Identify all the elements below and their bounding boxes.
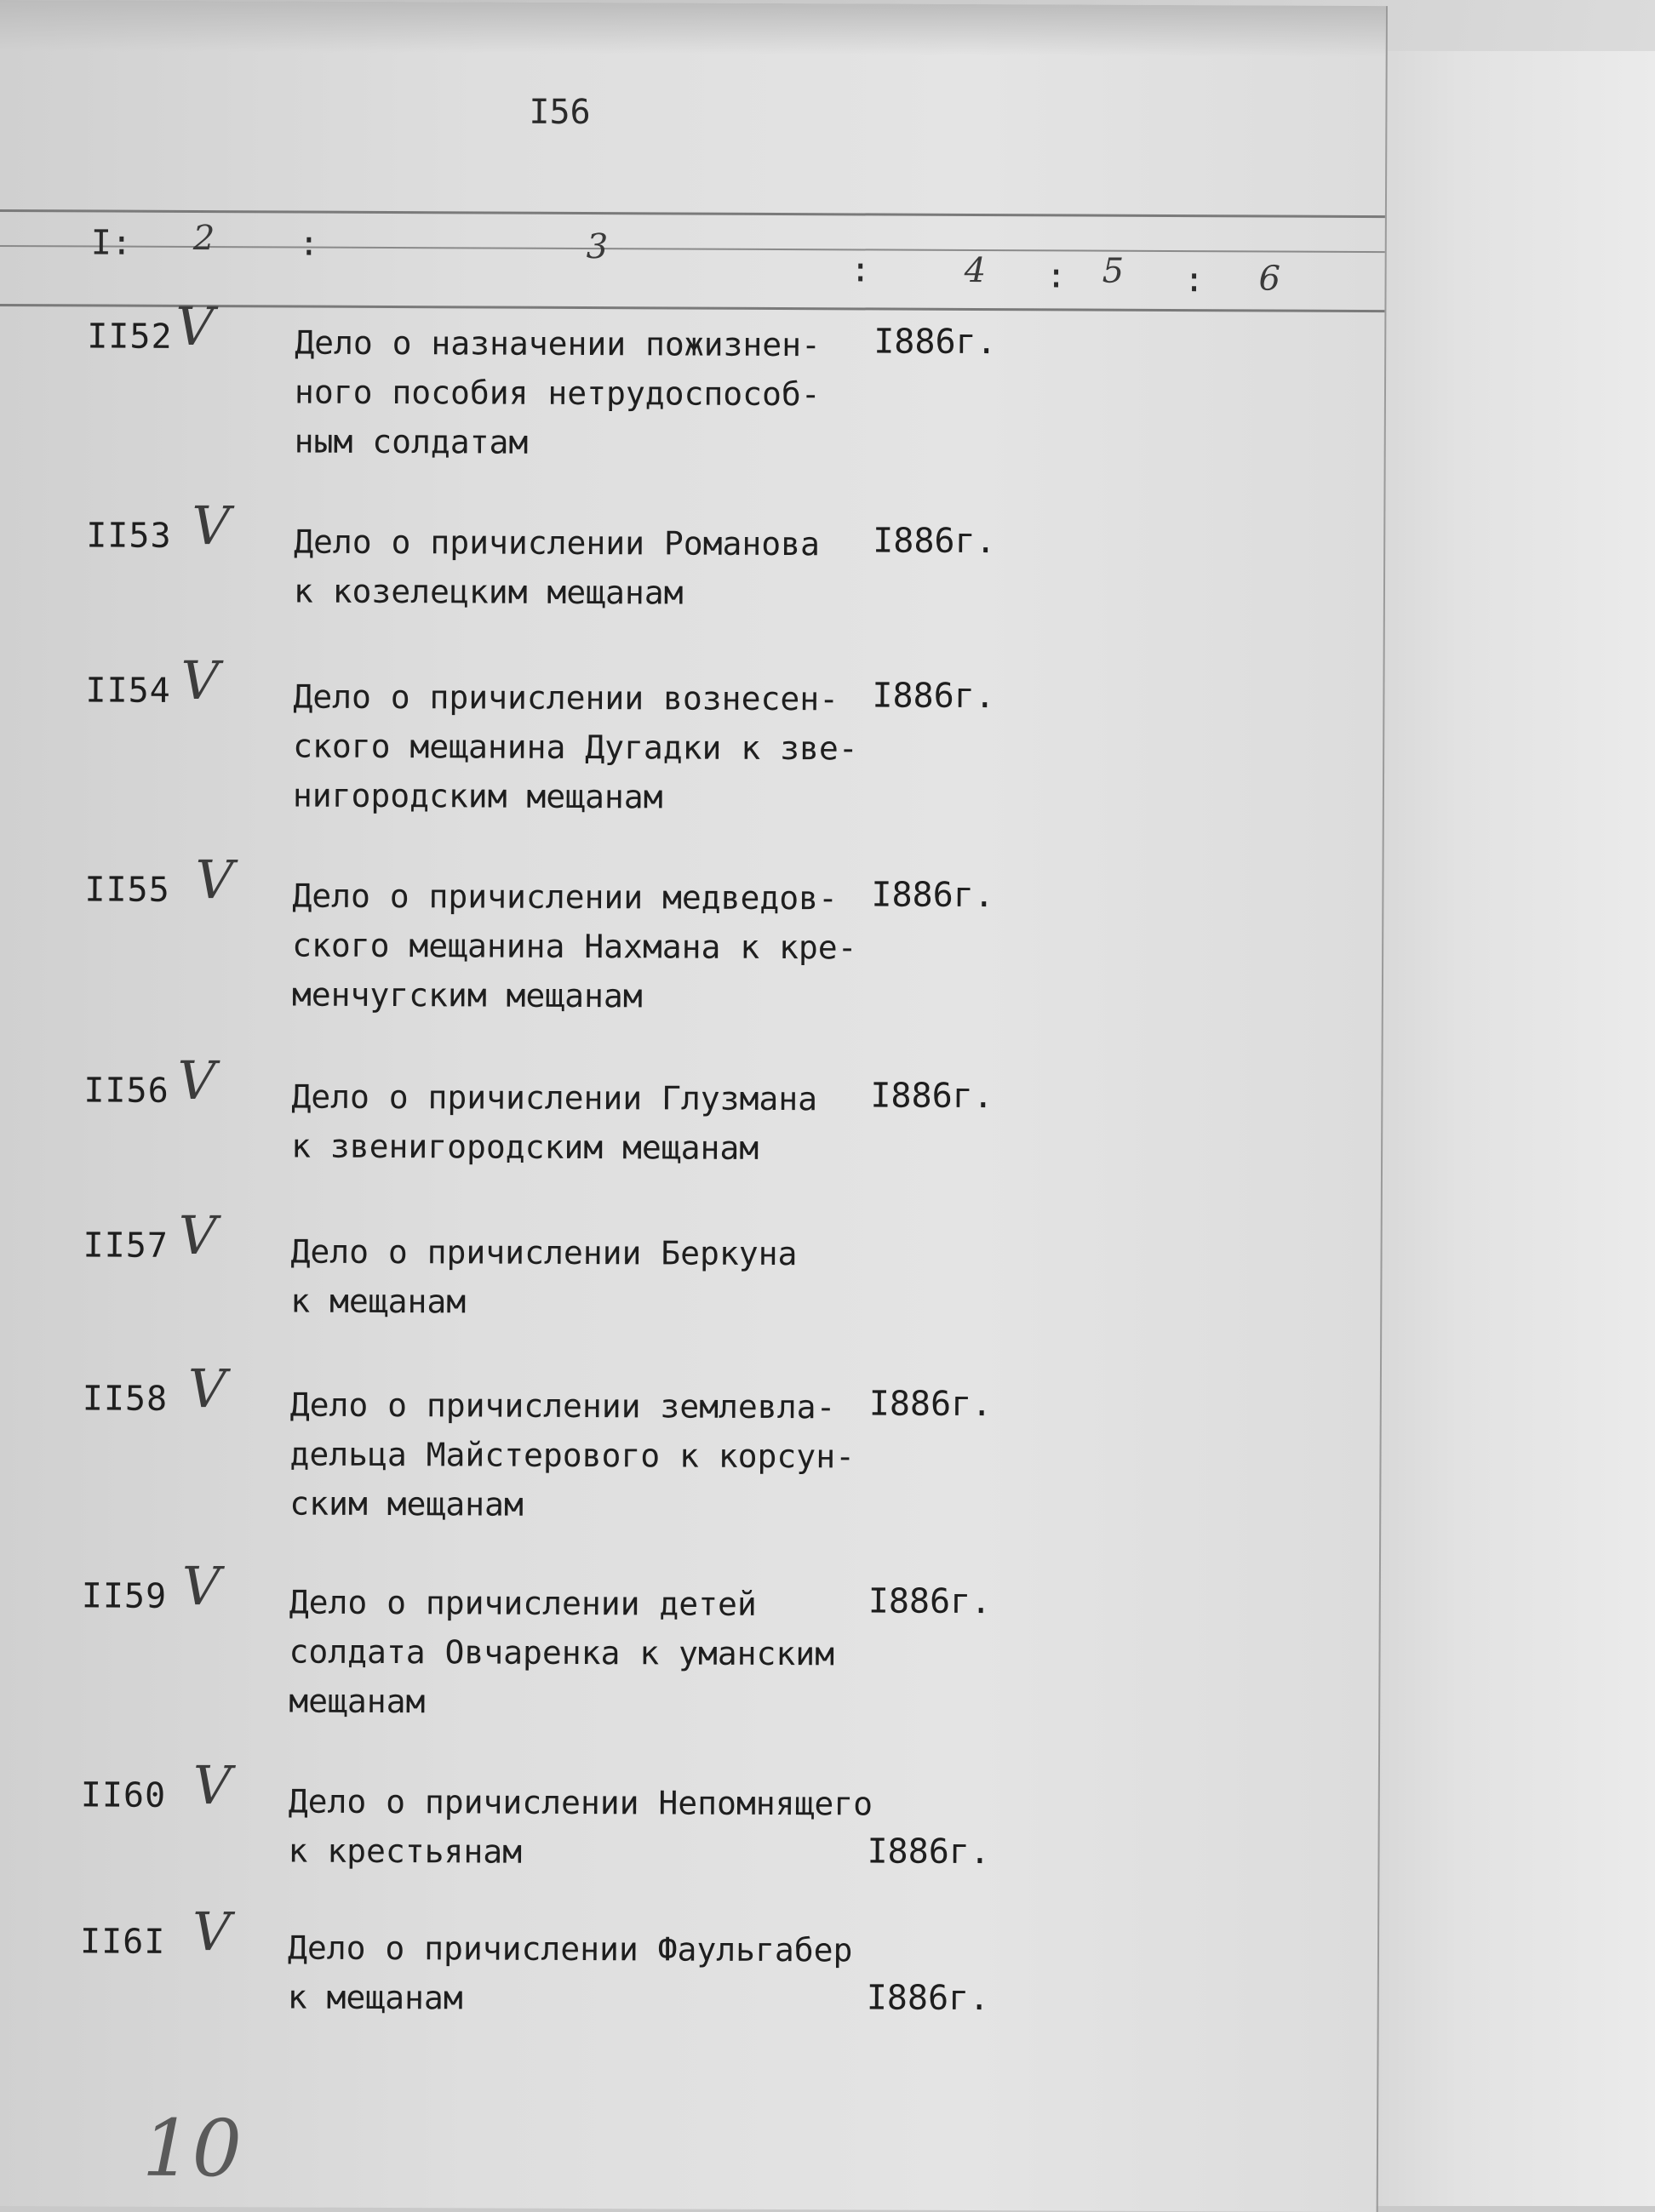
entry-description: [288, 1923, 918, 2024]
desc-line: к звенигородским мещанам: [291, 1127, 759, 1167]
column-header-3: 3: [586, 227, 609, 267]
desc-line: дельца Майстерового к корсун-: [289, 1435, 856, 1476]
entry-description: [289, 1380, 920, 1531]
desc-line: ского мещанина Нахмана к кре-: [292, 926, 857, 967]
desc-line: к крестьянам: [288, 1832, 523, 1871]
entry-description: [295, 318, 925, 469]
entry-number: II60: [80, 1775, 167, 1815]
checkmark-icon: V: [195, 849, 234, 912]
desc-line: Дело о причислении Беркуна: [290, 1232, 798, 1273]
entry-year: I886г.: [872, 676, 996, 717]
entry-description: [291, 1072, 921, 1174]
entry-year: I886г.: [871, 875, 995, 916]
page-number: I56: [529, 92, 591, 133]
desc-line: ского мещанина Дугадки к зве-: [293, 727, 858, 768]
column-separator: :: [1183, 260, 1205, 300]
desc-line: Дело о причислении детей: [289, 1583, 757, 1623]
entry-number: II58: [82, 1379, 169, 1419]
entry-number: II52: [87, 317, 173, 357]
entry-number: II54: [85, 671, 171, 711]
entry-year: I886г.: [867, 1832, 991, 1872]
list-item: [0, 849, 1383, 1046]
entry-description: [290, 1227, 920, 1329]
checkmark-icon: V: [192, 494, 231, 557]
desc-line: Дело о назначении пожизнен-: [295, 323, 822, 364]
desc-line: ного пособия нетрудоспособ-: [294, 373, 821, 414]
desc-line: Дело о причислении землевла-: [289, 1386, 836, 1426]
entry-number: II53: [86, 516, 172, 556]
desc-line: ным солдатам: [294, 422, 529, 461]
entry-number: II59: [81, 1576, 168, 1616]
checkmark-icon: V: [192, 1900, 232, 1963]
list-item: [0, 1357, 1380, 1555]
desc-line: нигородским мещанам: [292, 776, 663, 816]
list-item: [0, 1900, 1377, 2098]
column-separator: :: [1045, 256, 1067, 296]
desc-line: солдата Овчаренка к уманским: [289, 1632, 835, 1673]
entry-number: II6I: [79, 1922, 166, 1962]
desc-line: к мещанам: [287, 1978, 463, 2017]
checkmark-icon: V: [175, 294, 215, 358]
column-header-1: I:: [90, 223, 133, 263]
list-item: [0, 1554, 1379, 1752]
checkmark-icon: V: [181, 1554, 220, 1618]
desc-line: Дело о причислении вознесен-: [293, 677, 839, 718]
entry-year: I886г.: [873, 521, 996, 562]
entry-number: II55: [84, 870, 170, 910]
column-header-2: 2: [192, 218, 215, 259]
checkmark-icon: V: [187, 1357, 226, 1420]
entry-number: II57: [83, 1226, 169, 1266]
desc-line: к мещанам: [290, 1282, 467, 1321]
entry-year: I886г.: [868, 1581, 992, 1622]
column-header-5: 5: [1102, 251, 1125, 291]
entry-description: [288, 1776, 918, 1878]
list-item: [0, 294, 1384, 493]
checkmark-icon: V: [178, 1203, 217, 1267]
entry-description: [294, 517, 924, 619]
entry-year: I886г.: [866, 1978, 990, 2019]
desc-line: Дело о причислении медведов-: [292, 877, 839, 917]
desc-line: Дело о причислении Романова: [294, 523, 821, 563]
list-item: [0, 649, 1383, 847]
desc-line: ским мещанам: [289, 1484, 524, 1523]
entry-description: [292, 872, 923, 1022]
entry-year: I886г.: [870, 1076, 994, 1117]
checkmark-icon: V: [180, 649, 220, 712]
column-header-6: 6: [1258, 259, 1281, 299]
entry-year: I886г.: [868, 1384, 993, 1425]
column-separator: :: [298, 224, 319, 264]
entry-year: I886г.: [873, 322, 997, 363]
desc-line: Дело о причислении Глузмана: [291, 1077, 818, 1118]
column-separator: :: [850, 250, 871, 290]
handwritten-page-count: 10: [141, 2102, 243, 2195]
column-header-4: 4: [964, 250, 987, 291]
checkmark-icon: V: [192, 1754, 232, 1817]
desc-line: к козелецким мещанам: [293, 572, 684, 612]
entry-number: II56: [83, 1071, 169, 1111]
desc-line: Дело о причислении Непомнящего: [288, 1782, 873, 1823]
desc-line: Дело о причислении Фаульгабер: [287, 1929, 853, 1969]
checkmark-icon: V: [177, 1049, 216, 1112]
desc-line: мещанам: [289, 1682, 426, 1721]
desc-line: менчугским мещанам: [291, 975, 643, 1015]
entry-description: [293, 672, 924, 823]
entry-description: [289, 1578, 919, 1729]
